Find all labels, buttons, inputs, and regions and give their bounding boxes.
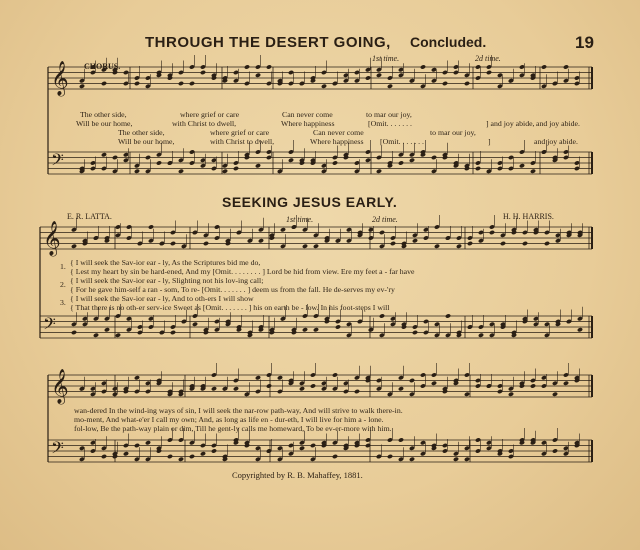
- note-head: [453, 457, 459, 462]
- note-head: [486, 70, 492, 75]
- lyric-fragment: The other side,: [80, 110, 127, 119]
- note-head: [519, 163, 525, 168]
- note-head: [156, 160, 162, 165]
- note-head: [299, 446, 305, 451]
- lyric-fragment: where grief or care: [210, 128, 270, 137]
- lyric-fragment: with Christ to dwell,: [210, 137, 275, 146]
- note-head: [464, 457, 470, 462]
- note-head: [365, 158, 371, 163]
- note-head: [203, 241, 209, 246]
- note-head: [178, 457, 184, 462]
- verse-line: wan-dered In the wind-ing ways of sin, I will seek the nar-row path-way, And will strive to walk there-in.: [74, 406, 403, 415]
- note-head: [442, 81, 448, 86]
- note-head: [266, 64, 272, 69]
- verse-number: 2.: [60, 280, 66, 289]
- note-head: [79, 84, 85, 89]
- verse-line: { Lest my heart by sin be hard-ened, And my [Omit. . . . . . . . ] Lord be hid from view. Ere my feet a - far have: [70, 267, 415, 276]
- note-head: [530, 169, 536, 174]
- note-head: [104, 327, 110, 332]
- note-head: [178, 169, 184, 174]
- lyric-fragment: to mar our joy,: [366, 110, 412, 119]
- note-head: [299, 386, 305, 391]
- lyric-fragment: Where happiness: [310, 137, 364, 146]
- note-head: [302, 244, 308, 249]
- note-head: [288, 158, 294, 163]
- hymn-title: SEEKING JESUS EARLY.: [222, 194, 398, 210]
- note-head: [200, 451, 206, 456]
- lyric-fragment: [Omit. . . . . . .: [380, 137, 424, 146]
- note-head: [134, 81, 140, 86]
- lyric-fragment: and joy abide.: [534, 137, 578, 146]
- note-head: [541, 64, 547, 69]
- treble-clef: 𝄞: [51, 61, 69, 96]
- note-head: [335, 324, 341, 329]
- lyric-fragment: ] and joy abide,: [486, 119, 535, 128]
- lyric-fragment: and joy abide.: [536, 119, 580, 128]
- chorus-label: CHORUS.: [84, 62, 121, 71]
- note-head: [255, 163, 261, 168]
- note-head: [123, 451, 129, 456]
- note-head: [464, 81, 470, 86]
- note-head: [489, 230, 495, 235]
- page-number: 19: [575, 33, 594, 52]
- note-head: [577, 327, 583, 332]
- note-head: [192, 322, 198, 327]
- copyright-notice: Copyrighted by R. B. Mahaffey, 1881.: [232, 470, 363, 480]
- lyric-fragment: [Omit. . . . . . .: [368, 119, 412, 128]
- lyricist-credit: E. R. LATTA.: [67, 212, 112, 221]
- first-time-label: 1st time.: [372, 54, 400, 63]
- note-head: [170, 241, 176, 246]
- note-head: [167, 454, 173, 459]
- note-head: [101, 81, 107, 86]
- verse-line: { I will seek the Sav-ior ear - ly, And to oth-ers I will show: [70, 294, 254, 303]
- lyric-fragment: Where happiness: [281, 119, 335, 128]
- note-head: [178, 81, 184, 86]
- lyric-fragment: Will be our home,: [76, 119, 133, 128]
- verse-line: { That there is no oth-er serv-ice Sweet as [Omit. . . . . . . ] his on earth be - low. In his foot-steps I will: [70, 303, 390, 312]
- note-head: [376, 169, 382, 174]
- note-head: [431, 381, 437, 386]
- note-head: [398, 160, 404, 165]
- note-head: [464, 392, 470, 397]
- treble-clef: 𝄞: [43, 221, 61, 256]
- note-head: [409, 457, 415, 462]
- verse-line: fol-low, Be the path-way plain or dim, Till he gent-ly calls me homeward, To be ev-er-more with him.: [74, 424, 392, 433]
- note-head: [387, 84, 393, 89]
- note-head: [211, 448, 217, 453]
- note-head: [365, 75, 371, 80]
- lyric-fragment: to mar our joy,: [430, 128, 476, 137]
- lyric-fragment: The other side,: [118, 128, 165, 137]
- note-head: [478, 333, 484, 338]
- note-head: [500, 241, 506, 246]
- note-head: [530, 383, 536, 388]
- note-head: [302, 327, 308, 332]
- note-head: [200, 70, 206, 75]
- note-head: [456, 244, 462, 249]
- lyric-fragment: where grief or care: [180, 110, 240, 119]
- note-head: [332, 160, 338, 165]
- note-head: [134, 169, 140, 174]
- verse-number: 3.: [60, 298, 66, 307]
- lyric-fragment: Can never come: [282, 110, 333, 119]
- first-time-label: 1st time.: [286, 215, 314, 224]
- note-head: [398, 386, 404, 391]
- note-head: [398, 437, 404, 442]
- note-head: [233, 166, 239, 171]
- bass-clef: 𝄢: [43, 313, 56, 338]
- note-head: [552, 448, 558, 453]
- verse-line: { I will seek the Sav-ior ear - ly, Slighting not his lov-ing call;: [70, 276, 264, 285]
- note-head: [508, 392, 514, 397]
- note-head: [332, 454, 338, 459]
- note-head: [412, 330, 418, 335]
- note-head: [280, 227, 286, 232]
- lyric-fragment: Will be our home,: [118, 137, 175, 146]
- note-head: [354, 389, 360, 394]
- verse-line: { I will seek the Sav-ior ear - ly, As the Scriptures bid me do,: [70, 258, 261, 267]
- note-head: [552, 392, 558, 397]
- note-head: [71, 330, 77, 335]
- song-title: THROUGH THE DESERT GOING,: [145, 34, 391, 51]
- note-head: [420, 64, 426, 69]
- note-head: [313, 327, 319, 332]
- lyric-fragment: Can never come: [313, 128, 364, 137]
- note-head: [93, 333, 99, 338]
- note-head: [434, 244, 440, 249]
- note-head: [266, 383, 272, 388]
- note-head: [101, 454, 107, 459]
- lyric-fragment: with Christ to dwell,: [172, 119, 237, 128]
- note-head: [258, 238, 264, 243]
- bass-clef: 𝄢: [51, 437, 64, 462]
- note-head: [467, 241, 473, 246]
- note-head: [189, 454, 195, 459]
- note-head: [233, 386, 239, 391]
- note-head: [376, 73, 382, 78]
- note-head: [313, 244, 319, 249]
- second-time-label: 2d time.: [475, 54, 501, 63]
- note-head: [321, 84, 327, 89]
- composer-credit: H. H. HARRIS.: [503, 212, 554, 221]
- note-head: [170, 330, 176, 335]
- note-head: [189, 81, 195, 86]
- note-head: [544, 241, 550, 246]
- verse-line: mo-ment, And what-e'er I call my own; And, as long as life en - dur-eth, I will live for him a - lone.: [74, 415, 384, 424]
- verse-line: { For he gave him-self a ran - som, To re- [Omit. . . . . . . ] deem us from the fall. He de-serves my ev-'ry: [70, 285, 395, 294]
- note-head: [115, 333, 121, 338]
- note-head: [244, 64, 250, 69]
- note-head: [379, 313, 385, 318]
- note-head: [445, 313, 451, 318]
- note-head: [255, 73, 261, 78]
- note-head: [563, 381, 569, 386]
- note-head: [222, 169, 228, 174]
- verse-number: 1.: [60, 262, 66, 271]
- note-head: [412, 238, 418, 243]
- note-head: [387, 454, 393, 459]
- note-head: [475, 166, 481, 171]
- lyric-fragment: ]: [488, 137, 491, 146]
- note-head: [310, 383, 316, 388]
- song-subtitle: Concluded.: [410, 34, 487, 50]
- second-time-label: 2d time.: [372, 215, 398, 224]
- note-head: [211, 386, 217, 391]
- note-head: [390, 241, 396, 246]
- treble-clef: 𝄞: [51, 369, 69, 404]
- bass-clef: 𝄢: [51, 149, 64, 174]
- note-head: [71, 244, 77, 249]
- note-head: [409, 158, 415, 163]
- note-head: [145, 440, 151, 445]
- note-head: [522, 241, 528, 246]
